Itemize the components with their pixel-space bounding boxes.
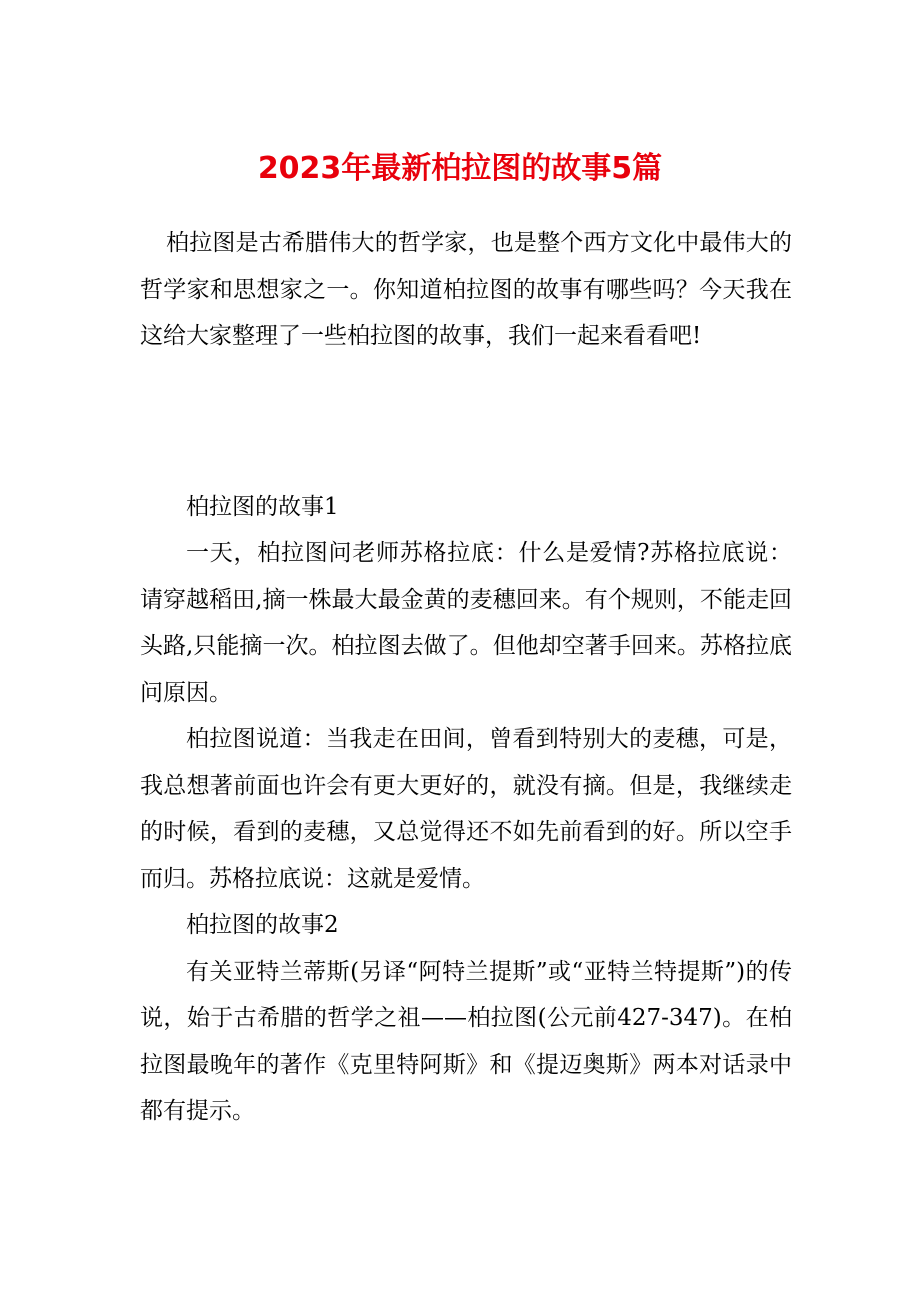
document-body xyxy=(140,220,792,1135)
body-paragraph: 一天，柏拉图问老师苏格拉底：什么是爱情?苏格拉底说：请穿越稻田,摘一株最大最金黄的麦穗回来。有个规则，不能走回头路,只能摘一次。柏拉图去做了。但他却空著手回来。苏格拉底问原因。 xyxy=(140,540,792,706)
section-heading: 柏拉图的故事1 xyxy=(186,493,339,520)
document-title: 2023年最新柏拉图的故事5篇 xyxy=(257,151,663,186)
section-2 xyxy=(140,902,792,1135)
body-paragraph: 柏拉图说道：当我走在田间，曾看到特别大的麦穗，可是，我总想著前面也许会有更大更好的，就没有摘。但是，我继续走的时候，看到的麦穗，又总觉得还不如先前看到的好。所以空手而归。苏格拉底说：这就是爱情。 xyxy=(140,726,792,892)
body-paragraph: 有关亚特兰蒂斯(另译“阿特兰提斯”或“亚特兰特提斯”)的传说，始于古希腊的哲学之祖——柏拉图(公元前427-347)。在柏拉图最晚年的著作《克里特阿斯》和《提迈奥斯》两本对话录中都有提示。 xyxy=(140,958,792,1124)
section-1 xyxy=(140,484,792,903)
section-heading: 柏拉图的故事2 xyxy=(186,912,339,938)
intro-paragraph: 柏拉图是古希腊伟大的哲学家，也是整个西方文化中最伟大的哲学家和思想家之一。你知道柏拉图的故事有哪些吗？今天我在这给大家整理了一些柏拉图的故事，我们一起来看看吧! xyxy=(140,230,792,349)
